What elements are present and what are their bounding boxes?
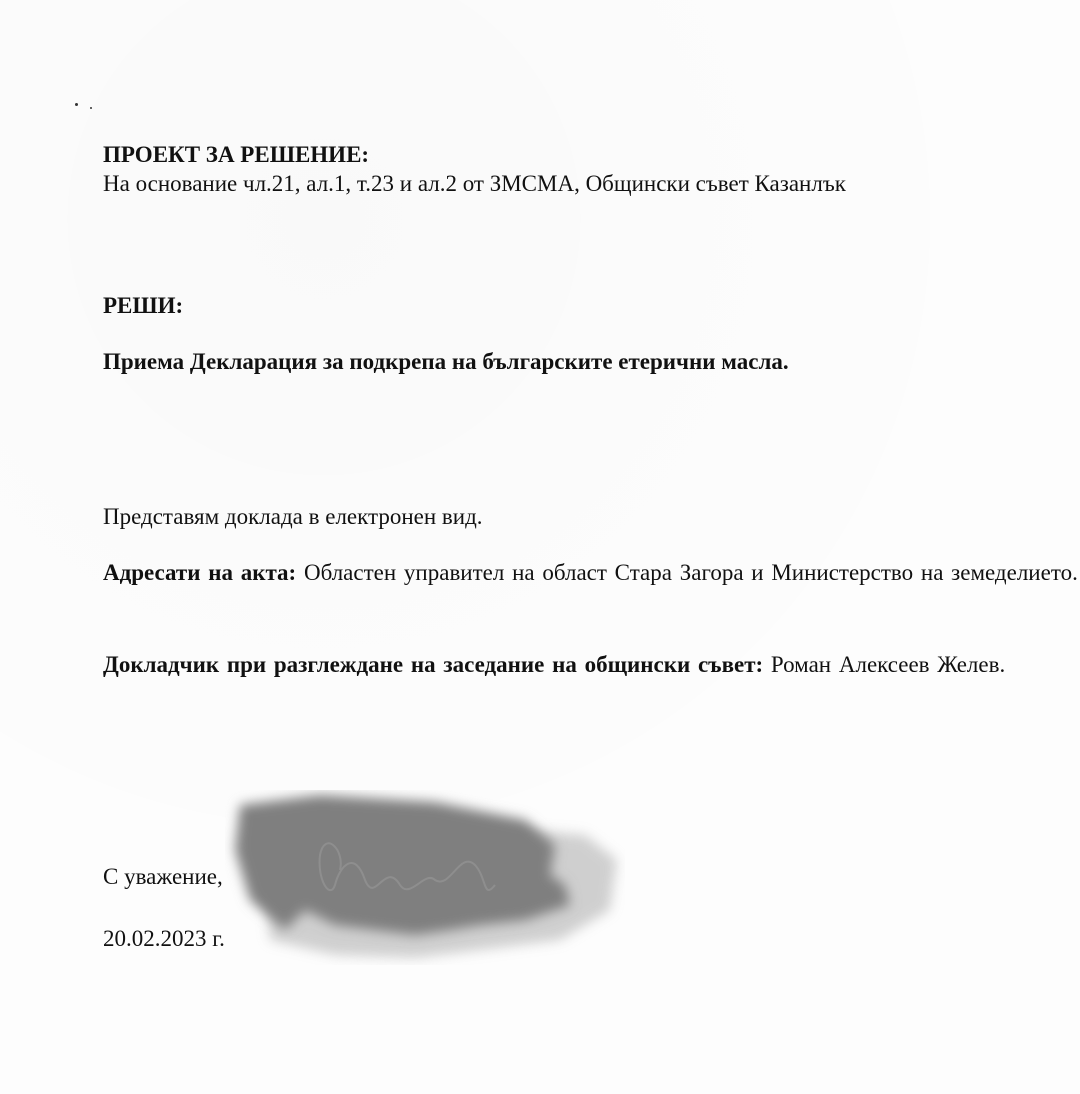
decision-text: Приема Декларация за подкрепа на българските етерични масла. — [103, 349, 789, 374]
addressees-paragraph — [103, 556, 1080, 589]
document-date: 20.02.2023 г. — [103, 926, 225, 951]
redacted-signature — [225, 790, 625, 965]
document-heading: ПРОЕКТ ЗА РЕШЕНИЕ: — [103, 142, 370, 167]
rapporteur-paragraph — [103, 648, 1080, 681]
scan-speck — [75, 103, 78, 106]
electronic-note: Представям доклада в електронен вид. — [103, 504, 483, 529]
rapporteur-label: Докладчик при разглеждане на заседание на общински съвет: — [103, 652, 764, 677]
addressees-label: Адресати на акта: — [103, 560, 297, 585]
legal-basis-text: На основание чл.21, ал.1, т.23 и ал.2 от ЗМСМА, Общински съвет Казанлък — [103, 171, 846, 196]
addressees-text: Областен управител на област Стара Загора и Министерство на земеделието. — [296, 560, 1078, 585]
rapporteur-text: Роман Алексеев Желев. — [763, 652, 1006, 677]
scan-speck — [90, 107, 92, 109]
closing-text: С уважение, — [103, 864, 223, 889]
decides-heading: РЕШИ: — [103, 293, 184, 318]
